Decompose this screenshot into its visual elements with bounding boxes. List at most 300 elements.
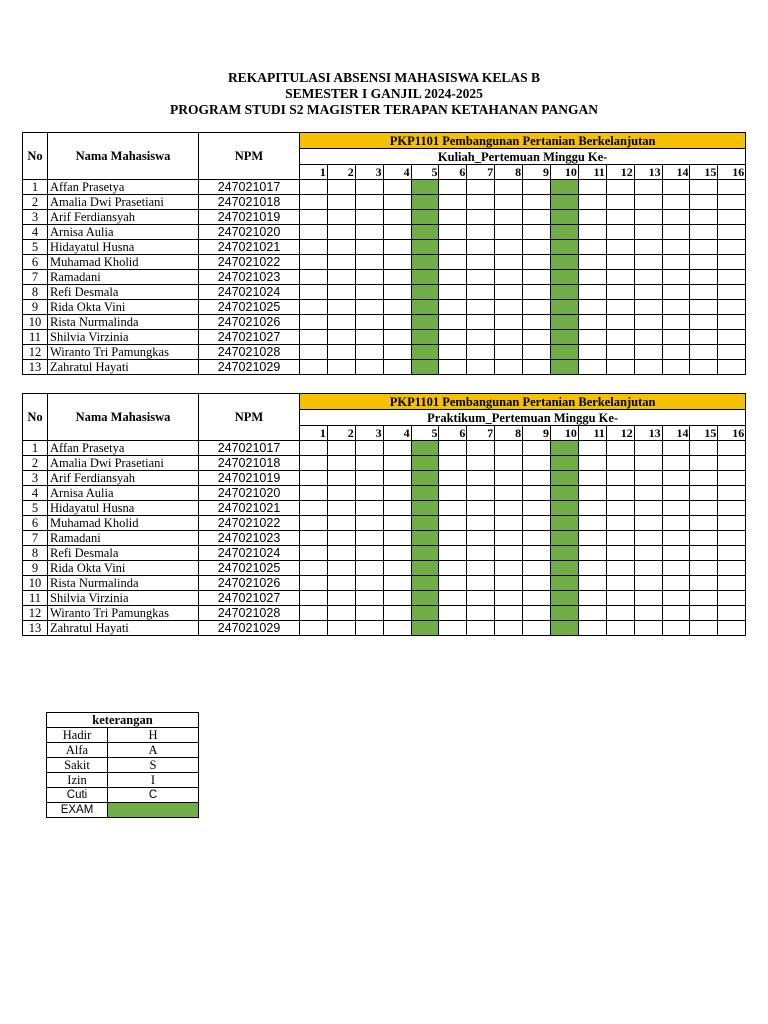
attendance-cell[interactable]	[662, 456, 690, 471]
attendance-cell[interactable]	[634, 471, 662, 486]
attendance-cell[interactable]	[439, 471, 467, 486]
attendance-cell[interactable]	[523, 591, 551, 606]
attendance-cell[interactable]	[523, 531, 551, 546]
exam-cell[interactable]	[411, 315, 439, 330]
attendance-cell[interactable]	[634, 285, 662, 300]
attendance-cell[interactable]	[467, 606, 495, 621]
attendance-cell[interactable]	[718, 180, 746, 195]
attendance-cell[interactable]	[467, 561, 495, 576]
attendance-cell[interactable]	[606, 270, 634, 285]
attendance-cell[interactable]	[355, 360, 383, 375]
attendance-cell[interactable]	[606, 516, 634, 531]
attendance-cell[interactable]	[495, 285, 523, 300]
attendance-cell[interactable]	[606, 195, 634, 210]
attendance-cell[interactable]	[718, 240, 746, 255]
attendance-cell[interactable]	[327, 345, 355, 360]
attendance-cell[interactable]	[355, 210, 383, 225]
attendance-cell[interactable]	[439, 255, 467, 270]
attendance-cell[interactable]	[523, 255, 551, 270]
attendance-cell[interactable]	[355, 225, 383, 240]
attendance-cell[interactable]	[690, 195, 718, 210]
attendance-cell[interactable]	[467, 576, 495, 591]
attendance-cell[interactable]	[300, 486, 328, 501]
attendance-cell[interactable]	[523, 576, 551, 591]
attendance-cell[interactable]	[439, 210, 467, 225]
exam-cell[interactable]	[551, 225, 579, 240]
attendance-cell[interactable]	[690, 240, 718, 255]
attendance-cell[interactable]	[355, 576, 383, 591]
attendance-cell[interactable]	[383, 531, 411, 546]
attendance-cell[interactable]	[439, 441, 467, 456]
attendance-cell[interactable]	[327, 225, 355, 240]
exam-cell[interactable]	[551, 210, 579, 225]
attendance-cell[interactable]	[690, 330, 718, 345]
exam-cell[interactable]	[551, 471, 579, 486]
attendance-cell[interactable]	[383, 606, 411, 621]
attendance-cell[interactable]	[467, 456, 495, 471]
attendance-cell[interactable]	[523, 486, 551, 501]
attendance-cell[interactable]	[327, 315, 355, 330]
attendance-cell[interactable]	[300, 330, 328, 345]
attendance-cell[interactable]	[383, 471, 411, 486]
attendance-cell[interactable]	[690, 471, 718, 486]
attendance-cell[interactable]	[355, 180, 383, 195]
attendance-cell[interactable]	[327, 270, 355, 285]
attendance-cell[interactable]	[439, 240, 467, 255]
attendance-cell[interactable]	[495, 240, 523, 255]
attendance-cell[interactable]	[662, 516, 690, 531]
attendance-cell[interactable]	[439, 486, 467, 501]
attendance-cell[interactable]	[718, 255, 746, 270]
attendance-cell[interactable]	[467, 315, 495, 330]
attendance-cell[interactable]	[578, 501, 606, 516]
attendance-cell[interactable]	[355, 471, 383, 486]
attendance-cell[interactable]	[439, 456, 467, 471]
attendance-cell[interactable]	[662, 195, 690, 210]
attendance-cell[interactable]	[383, 486, 411, 501]
attendance-cell[interactable]	[467, 180, 495, 195]
attendance-cell[interactable]	[606, 561, 634, 576]
attendance-cell[interactable]	[327, 621, 355, 636]
attendance-cell[interactable]	[495, 591, 523, 606]
attendance-cell[interactable]	[523, 300, 551, 315]
attendance-cell[interactable]	[355, 456, 383, 471]
attendance-cell[interactable]	[634, 225, 662, 240]
attendance-cell[interactable]	[523, 315, 551, 330]
exam-cell[interactable]	[551, 300, 579, 315]
attendance-cell[interactable]	[383, 240, 411, 255]
attendance-cell[interactable]	[467, 591, 495, 606]
attendance-cell[interactable]	[718, 501, 746, 516]
attendance-cell[interactable]	[662, 300, 690, 315]
attendance-cell[interactable]	[634, 240, 662, 255]
attendance-cell[interactable]	[718, 576, 746, 591]
attendance-cell[interactable]	[439, 501, 467, 516]
attendance-cell[interactable]	[300, 456, 328, 471]
attendance-cell[interactable]	[300, 576, 328, 591]
attendance-cell[interactable]	[300, 441, 328, 456]
attendance-cell[interactable]	[467, 210, 495, 225]
attendance-cell[interactable]	[634, 270, 662, 285]
attendance-cell[interactable]	[718, 456, 746, 471]
attendance-cell[interactable]	[662, 360, 690, 375]
attendance-cell[interactable]	[606, 471, 634, 486]
attendance-cell[interactable]	[634, 516, 662, 531]
attendance-cell[interactable]	[383, 345, 411, 360]
attendance-cell[interactable]	[300, 270, 328, 285]
attendance-cell[interactable]	[662, 531, 690, 546]
attendance-cell[interactable]	[300, 240, 328, 255]
attendance-cell[interactable]	[383, 546, 411, 561]
attendance-cell[interactable]	[634, 576, 662, 591]
attendance-cell[interactable]	[662, 606, 690, 621]
attendance-cell[interactable]	[523, 180, 551, 195]
exam-cell[interactable]	[411, 606, 439, 621]
attendance-cell[interactable]	[662, 501, 690, 516]
attendance-cell[interactable]	[300, 546, 328, 561]
attendance-cell[interactable]	[718, 330, 746, 345]
attendance-cell[interactable]	[578, 360, 606, 375]
attendance-cell[interactable]	[439, 516, 467, 531]
attendance-cell[interactable]	[634, 195, 662, 210]
attendance-cell[interactable]	[467, 546, 495, 561]
attendance-cell[interactable]	[634, 621, 662, 636]
attendance-cell[interactable]	[690, 345, 718, 360]
attendance-cell[interactable]	[634, 441, 662, 456]
attendance-cell[interactable]	[495, 546, 523, 561]
attendance-cell[interactable]	[662, 561, 690, 576]
attendance-cell[interactable]	[495, 360, 523, 375]
attendance-cell[interactable]	[495, 330, 523, 345]
attendance-cell[interactable]	[578, 516, 606, 531]
attendance-cell[interactable]	[662, 315, 690, 330]
attendance-cell[interactable]	[300, 210, 328, 225]
attendance-cell[interactable]	[495, 300, 523, 315]
attendance-cell[interactable]	[495, 621, 523, 636]
attendance-cell[interactable]	[578, 285, 606, 300]
attendance-cell[interactable]	[578, 315, 606, 330]
attendance-cell[interactable]	[467, 360, 495, 375]
attendance-cell[interactable]	[606, 210, 634, 225]
attendance-cell[interactable]	[383, 561, 411, 576]
attendance-cell[interactable]	[300, 225, 328, 240]
attendance-cell[interactable]	[690, 180, 718, 195]
attendance-cell[interactable]	[467, 225, 495, 240]
attendance-cell[interactable]	[439, 330, 467, 345]
attendance-cell[interactable]	[523, 240, 551, 255]
attendance-cell[interactable]	[634, 180, 662, 195]
exam-cell[interactable]	[411, 210, 439, 225]
exam-cell[interactable]	[551, 546, 579, 561]
attendance-cell[interactable]	[718, 591, 746, 606]
attendance-cell[interactable]	[606, 300, 634, 315]
attendance-cell[interactable]	[690, 255, 718, 270]
attendance-cell[interactable]	[606, 546, 634, 561]
attendance-cell[interactable]	[467, 330, 495, 345]
attendance-cell[interactable]	[634, 255, 662, 270]
attendance-cell[interactable]	[578, 210, 606, 225]
attendance-cell[interactable]	[690, 576, 718, 591]
attendance-cell[interactable]	[327, 606, 355, 621]
attendance-cell[interactable]	[495, 255, 523, 270]
attendance-cell[interactable]	[383, 225, 411, 240]
attendance-cell[interactable]	[718, 606, 746, 621]
attendance-cell[interactable]	[578, 255, 606, 270]
attendance-cell[interactable]	[355, 531, 383, 546]
exam-cell[interactable]	[411, 255, 439, 270]
attendance-cell[interactable]	[718, 531, 746, 546]
attendance-cell[interactable]	[578, 576, 606, 591]
exam-cell[interactable]	[411, 360, 439, 375]
attendance-cell[interactable]	[523, 225, 551, 240]
attendance-cell[interactable]	[383, 330, 411, 345]
attendance-cell[interactable]	[578, 546, 606, 561]
attendance-cell[interactable]	[523, 501, 551, 516]
attendance-cell[interactable]	[690, 225, 718, 240]
attendance-cell[interactable]	[383, 180, 411, 195]
attendance-cell[interactable]	[606, 285, 634, 300]
attendance-cell[interactable]	[718, 621, 746, 636]
attendance-cell[interactable]	[690, 591, 718, 606]
attendance-cell[interactable]	[300, 195, 328, 210]
exam-cell[interactable]	[411, 591, 439, 606]
attendance-cell[interactable]	[718, 561, 746, 576]
attendance-cell[interactable]	[300, 501, 328, 516]
attendance-cell[interactable]	[327, 576, 355, 591]
attendance-cell[interactable]	[662, 285, 690, 300]
attendance-cell[interactable]	[383, 315, 411, 330]
attendance-cell[interactable]	[523, 285, 551, 300]
exam-cell[interactable]	[411, 486, 439, 501]
attendance-cell[interactable]	[718, 195, 746, 210]
attendance-cell[interactable]	[383, 285, 411, 300]
attendance-cell[interactable]	[467, 501, 495, 516]
exam-cell[interactable]	[411, 300, 439, 315]
attendance-cell[interactable]	[300, 345, 328, 360]
attendance-cell[interactable]	[383, 621, 411, 636]
attendance-cell[interactable]	[578, 270, 606, 285]
attendance-cell[interactable]	[383, 300, 411, 315]
exam-cell[interactable]	[551, 240, 579, 255]
attendance-cell[interactable]	[383, 195, 411, 210]
attendance-cell[interactable]	[634, 501, 662, 516]
attendance-cell[interactable]	[355, 255, 383, 270]
exam-cell[interactable]	[411, 576, 439, 591]
attendance-cell[interactable]	[578, 621, 606, 636]
attendance-cell[interactable]	[690, 300, 718, 315]
attendance-cell[interactable]	[690, 531, 718, 546]
attendance-cell[interactable]	[690, 456, 718, 471]
attendance-cell[interactable]	[439, 621, 467, 636]
exam-cell[interactable]	[411, 345, 439, 360]
attendance-cell[interactable]	[578, 225, 606, 240]
attendance-cell[interactable]	[634, 210, 662, 225]
attendance-cell[interactable]	[690, 561, 718, 576]
attendance-cell[interactable]	[495, 345, 523, 360]
attendance-cell[interactable]	[383, 441, 411, 456]
attendance-cell[interactable]	[355, 315, 383, 330]
exam-cell[interactable]	[411, 621, 439, 636]
attendance-cell[interactable]	[634, 456, 662, 471]
attendance-cell[interactable]	[327, 240, 355, 255]
attendance-cell[interactable]	[327, 591, 355, 606]
attendance-cell[interactable]	[634, 330, 662, 345]
attendance-cell[interactable]	[355, 591, 383, 606]
attendance-cell[interactable]	[523, 471, 551, 486]
attendance-cell[interactable]	[718, 210, 746, 225]
exam-cell[interactable]	[551, 360, 579, 375]
attendance-cell[interactable]	[439, 195, 467, 210]
attendance-cell[interactable]	[327, 561, 355, 576]
attendance-cell[interactable]	[718, 471, 746, 486]
exam-cell[interactable]	[551, 441, 579, 456]
attendance-cell[interactable]	[690, 441, 718, 456]
attendance-cell[interactable]	[439, 591, 467, 606]
attendance-cell[interactable]	[355, 561, 383, 576]
attendance-cell[interactable]	[495, 195, 523, 210]
attendance-cell[interactable]	[690, 606, 718, 621]
attendance-cell[interactable]	[662, 345, 690, 360]
attendance-cell[interactable]	[467, 441, 495, 456]
attendance-cell[interactable]	[300, 285, 328, 300]
attendance-cell[interactable]	[606, 591, 634, 606]
attendance-cell[interactable]	[495, 180, 523, 195]
attendance-cell[interactable]	[439, 576, 467, 591]
attendance-cell[interactable]	[439, 360, 467, 375]
attendance-cell[interactable]	[383, 576, 411, 591]
attendance-cell[interactable]	[383, 255, 411, 270]
attendance-cell[interactable]	[578, 300, 606, 315]
attendance-cell[interactable]	[718, 225, 746, 240]
attendance-cell[interactable]	[439, 270, 467, 285]
attendance-cell[interactable]	[634, 300, 662, 315]
attendance-cell[interactable]	[718, 546, 746, 561]
attendance-cell[interactable]	[578, 441, 606, 456]
attendance-cell[interactable]	[578, 345, 606, 360]
exam-cell[interactable]	[411, 516, 439, 531]
attendance-cell[interactable]	[523, 516, 551, 531]
attendance-cell[interactable]	[355, 240, 383, 255]
attendance-cell[interactable]	[523, 621, 551, 636]
attendance-cell[interactable]	[606, 531, 634, 546]
attendance-cell[interactable]	[467, 270, 495, 285]
attendance-cell[interactable]	[439, 300, 467, 315]
attendance-cell[interactable]	[467, 285, 495, 300]
attendance-cell[interactable]	[495, 516, 523, 531]
attendance-cell[interactable]	[327, 300, 355, 315]
attendance-cell[interactable]	[634, 345, 662, 360]
attendance-cell[interactable]	[578, 486, 606, 501]
attendance-cell[interactable]	[634, 546, 662, 561]
attendance-cell[interactable]	[690, 621, 718, 636]
exam-cell[interactable]	[411, 195, 439, 210]
attendance-cell[interactable]	[327, 180, 355, 195]
attendance-cell[interactable]	[300, 300, 328, 315]
exam-cell[interactable]	[551, 315, 579, 330]
attendance-cell[interactable]	[327, 441, 355, 456]
attendance-cell[interactable]	[578, 456, 606, 471]
exam-cell[interactable]	[551, 621, 579, 636]
attendance-cell[interactable]	[495, 576, 523, 591]
attendance-cell[interactable]	[606, 180, 634, 195]
attendance-cell[interactable]	[634, 531, 662, 546]
exam-cell[interactable]	[411, 531, 439, 546]
attendance-cell[interactable]	[439, 225, 467, 240]
attendance-cell[interactable]	[355, 330, 383, 345]
attendance-cell[interactable]	[523, 546, 551, 561]
attendance-cell[interactable]	[634, 315, 662, 330]
attendance-cell[interactable]	[300, 606, 328, 621]
attendance-cell[interactable]	[355, 285, 383, 300]
attendance-cell[interactable]	[634, 360, 662, 375]
attendance-cell[interactable]	[578, 591, 606, 606]
attendance-cell[interactable]	[578, 180, 606, 195]
attendance-cell[interactable]	[662, 270, 690, 285]
attendance-cell[interactable]	[495, 486, 523, 501]
exam-cell[interactable]	[551, 285, 579, 300]
attendance-cell[interactable]	[634, 591, 662, 606]
attendance-cell[interactable]	[495, 501, 523, 516]
attendance-cell[interactable]	[300, 531, 328, 546]
attendance-cell[interactable]	[467, 471, 495, 486]
attendance-cell[interactable]	[690, 516, 718, 531]
exam-cell[interactable]	[551, 456, 579, 471]
attendance-cell[interactable]	[578, 195, 606, 210]
attendance-cell[interactable]	[355, 621, 383, 636]
attendance-cell[interactable]	[578, 606, 606, 621]
attendance-cell[interactable]	[495, 270, 523, 285]
attendance-cell[interactable]	[606, 330, 634, 345]
attendance-cell[interactable]	[718, 300, 746, 315]
exam-cell[interactable]	[551, 345, 579, 360]
attendance-cell[interactable]	[690, 360, 718, 375]
attendance-cell[interactable]	[606, 456, 634, 471]
attendance-cell[interactable]	[523, 561, 551, 576]
attendance-cell[interactable]	[578, 531, 606, 546]
attendance-cell[interactable]	[690, 546, 718, 561]
exam-cell[interactable]	[411, 240, 439, 255]
attendance-cell[interactable]	[300, 315, 328, 330]
attendance-cell[interactable]	[327, 255, 355, 270]
attendance-cell[interactable]	[718, 486, 746, 501]
exam-cell[interactable]	[551, 531, 579, 546]
attendance-cell[interactable]	[439, 180, 467, 195]
attendance-cell[interactable]	[662, 180, 690, 195]
attendance-cell[interactable]	[467, 516, 495, 531]
attendance-cell[interactable]	[606, 441, 634, 456]
attendance-cell[interactable]	[662, 225, 690, 240]
attendance-cell[interactable]	[439, 546, 467, 561]
attendance-cell[interactable]	[300, 591, 328, 606]
exam-cell[interactable]	[551, 270, 579, 285]
attendance-cell[interactable]	[606, 315, 634, 330]
exam-cell[interactable]	[411, 270, 439, 285]
exam-cell[interactable]	[551, 180, 579, 195]
exam-cell[interactable]	[551, 255, 579, 270]
attendance-cell[interactable]	[690, 501, 718, 516]
attendance-cell[interactable]	[439, 315, 467, 330]
attendance-cell[interactable]	[300, 621, 328, 636]
attendance-cell[interactable]	[327, 330, 355, 345]
attendance-cell[interactable]	[327, 360, 355, 375]
attendance-cell[interactable]	[439, 285, 467, 300]
attendance-cell[interactable]	[662, 471, 690, 486]
attendance-cell[interactable]	[662, 546, 690, 561]
attendance-cell[interactable]	[383, 591, 411, 606]
attendance-cell[interactable]	[383, 210, 411, 225]
exam-cell[interactable]	[551, 330, 579, 345]
attendance-cell[interactable]	[662, 255, 690, 270]
